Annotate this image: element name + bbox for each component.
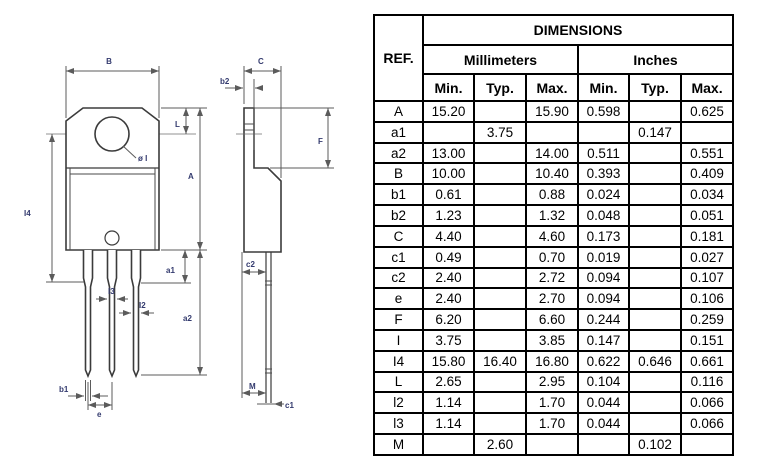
dim-label-F: F (318, 137, 323, 146)
cell-in_min (578, 122, 629, 143)
cell-mm_min: 2.40 (423, 288, 474, 309)
table-row (374, 205, 733, 226)
cell-mm_max: 6.60 (526, 309, 578, 330)
cell-in_min: 0.244 (578, 309, 629, 330)
dimensions-table-body (374, 101, 733, 455)
front-view (24, 57, 207, 419)
cell-mm_min (423, 434, 474, 455)
cell-mm_min: 1.14 (423, 413, 474, 434)
cell-in_max: 0.106 (681, 288, 733, 309)
cell-mm_typ (474, 247, 526, 268)
cell-mm_min: 2.65 (423, 372, 474, 393)
cell-in_min: 0.598 (578, 101, 629, 122)
cell-ref: I (374, 330, 423, 351)
table-row (374, 288, 733, 309)
cell-in_max: 0.661 (681, 351, 733, 372)
package-drawing (0, 0, 370, 473)
cell-in_min: 0.019 (578, 247, 629, 268)
table-row (374, 413, 733, 434)
cell-mm_min: 10.00 (423, 163, 474, 184)
cell-in_max: 0.107 (681, 268, 733, 289)
cell-ref: a1 (374, 122, 423, 143)
cell-mm_max: 1.70 (526, 413, 578, 434)
table-row (374, 247, 733, 268)
cell-in_max: 0.066 (681, 413, 733, 434)
cell-mm_min: 0.49 (423, 247, 474, 268)
cell-ref: b1 (374, 184, 423, 205)
dim-label-l2: l2 (139, 301, 146, 310)
cell-in_typ (629, 413, 681, 434)
cell-mm_typ (474, 101, 526, 122)
cell-in_max: 0.027 (681, 247, 733, 268)
cell-mm_typ: 3.75 (474, 122, 526, 143)
table-row (374, 309, 733, 330)
cell-mm_typ: 16.40 (474, 351, 526, 372)
dim-label-M: M (249, 382, 256, 391)
table-row (374, 163, 733, 184)
cell-mm_typ (474, 413, 526, 434)
dim-label-b1: b1 (59, 385, 69, 394)
cell-mm_max: 14.00 (526, 143, 578, 164)
dim-label-I4: I4 (24, 209, 31, 218)
cell-ref: l2 (374, 392, 423, 413)
cell-in_typ (629, 163, 681, 184)
cell-mm_max: 4.60 (526, 226, 578, 247)
cell-mm_max: 1.32 (526, 205, 578, 226)
cell-mm_max: 0.70 (526, 247, 578, 268)
header-in-max: Max. (681, 74, 733, 101)
cell-in_min: 0.048 (578, 205, 629, 226)
cell-in_max: 0.066 (681, 392, 733, 413)
table-row (374, 184, 733, 205)
cell-mm_max: 2.95 (526, 372, 578, 393)
table-row (374, 143, 733, 164)
cell-in_min: 0.044 (578, 413, 629, 434)
dim-label-b2: b2 (220, 77, 230, 86)
cell-ref: A (374, 101, 423, 122)
cell-mm_min (423, 122, 474, 143)
cell-in_max: 0.259 (681, 309, 733, 330)
dim-label-hole-diameter: ø I (138, 154, 148, 163)
dim-label-l3: l3 (108, 287, 115, 296)
header-in-min: Min. (578, 74, 629, 101)
cell-in_min: 0.173 (578, 226, 629, 247)
cell-mm_min: 15.80 (423, 351, 474, 372)
table-row (374, 351, 733, 372)
table-row (374, 392, 733, 413)
cell-mm_max: 2.70 (526, 288, 578, 309)
cell-mm_max: 1.70 (526, 392, 578, 413)
cell-mm_max: 2.72 (526, 268, 578, 289)
table-row (374, 330, 733, 351)
cell-ref: F (374, 309, 423, 330)
cell-mm_typ (474, 163, 526, 184)
cell-in_max (681, 122, 733, 143)
cell-mm_typ: 2.60 (474, 434, 526, 455)
cell-in_min: 0.044 (578, 392, 629, 413)
cell-in_min: 0.094 (578, 268, 629, 289)
cell-in_typ: 0.102 (629, 434, 681, 455)
cell-in_typ (629, 247, 681, 268)
cell-in_typ (629, 372, 681, 393)
cell-in_max: 0.625 (681, 101, 733, 122)
cell-ref: C (374, 226, 423, 247)
cell-mm_max: 16.80 (526, 351, 578, 372)
cell-ref: L (374, 372, 423, 393)
cell-in_max: 0.051 (681, 205, 733, 226)
table-row (374, 122, 733, 143)
cell-in_typ (629, 309, 681, 330)
cell-mm_typ (474, 372, 526, 393)
cell-mm_typ (474, 226, 526, 247)
side-view (220, 57, 334, 410)
cell-in_typ (629, 226, 681, 247)
table-row (374, 268, 733, 289)
dimensions-table (373, 14, 734, 456)
cell-in_min: 0.393 (578, 163, 629, 184)
cell-mm_min: 3.75 (423, 330, 474, 351)
cell-ref: c2 (374, 268, 423, 289)
cell-in_typ (629, 143, 681, 164)
cell-in_min: 0.104 (578, 372, 629, 393)
cell-mm_typ (474, 205, 526, 226)
cell-in_max: 0.551 (681, 143, 733, 164)
cell-ref: B (374, 163, 423, 184)
dim-label-a2: a2 (183, 314, 192, 323)
cell-in_max: 0.409 (681, 163, 733, 184)
cell-in_typ (629, 184, 681, 205)
cell-in_typ (629, 392, 681, 413)
cell-mm_min: 13.00 (423, 143, 474, 164)
cell-mm_max: 15.90 (526, 101, 578, 122)
cell-ref: b2 (374, 205, 423, 226)
dim-label-c1: c1 (285, 401, 294, 410)
header-inches: Inches (578, 45, 733, 74)
cell-mm_max: 10.40 (526, 163, 578, 184)
header-mm-max: Max. (526, 74, 578, 101)
header-ref: REF. (374, 15, 423, 101)
cell-mm_max: 0.88 (526, 184, 578, 205)
cell-in_max: 0.151 (681, 330, 733, 351)
cell-in_typ (629, 330, 681, 351)
header-millimeters: Millimeters (423, 45, 578, 74)
cell-in_max: 0.034 (681, 184, 733, 205)
cell-in_typ (629, 101, 681, 122)
cell-in_min (578, 434, 629, 455)
cell-ref: e (374, 288, 423, 309)
cell-mm_max (526, 122, 578, 143)
cell-in_min: 0.622 (578, 351, 629, 372)
cell-mm_min: 6.20 (423, 309, 474, 330)
lead-right (132, 250, 141, 376)
table-row (374, 226, 733, 247)
cell-mm_typ (474, 288, 526, 309)
cell-mm_min: 4.40 (423, 226, 474, 247)
cell-in_typ: 0.646 (629, 351, 681, 372)
cell-in_typ: 0.147 (629, 122, 681, 143)
cell-in_max: 0.116 (681, 372, 733, 393)
cell-mm_max: 3.85 (526, 330, 578, 351)
header-mm-min: Min. (423, 74, 474, 101)
dim-label-B: B (106, 57, 112, 66)
dim-label-C: C (258, 57, 264, 66)
cell-in_max (681, 434, 733, 455)
cell-in_min: 0.147 (578, 330, 629, 351)
dim-label-c2: c2 (246, 260, 255, 269)
cell-in_max: 0.181 (681, 226, 733, 247)
cell-mm_typ (474, 309, 526, 330)
cell-mm_typ (474, 330, 526, 351)
cell-mm_typ (474, 392, 526, 413)
cell-in_typ (629, 268, 681, 289)
cell-in_typ (629, 205, 681, 226)
cell-mm_max (526, 434, 578, 455)
table-row (374, 372, 733, 393)
cell-mm_min: 0.61 (423, 184, 474, 205)
cell-ref: M (374, 434, 423, 455)
cell-ref: l3 (374, 413, 423, 434)
header-mm-typ: Typ. (474, 74, 526, 101)
header-in-typ: Typ. (629, 74, 681, 101)
table-row (374, 101, 733, 122)
header-dimensions: DIMENSIONS (423, 15, 733, 45)
dim-label-A: A (188, 172, 194, 181)
cell-in_typ (629, 288, 681, 309)
cell-mm_typ (474, 268, 526, 289)
dim-label-L: L (175, 120, 180, 129)
cell-ref: a2 (374, 143, 423, 164)
cell-mm_min: 1.14 (423, 392, 474, 413)
lead-left (84, 250, 93, 376)
cell-ref: I4 (374, 351, 423, 372)
cell-mm_typ (474, 143, 526, 164)
cell-in_min: 0.094 (578, 288, 629, 309)
mounting-hole (95, 117, 129, 151)
cell-in_min: 0.024 (578, 184, 629, 205)
cell-mm_min: 2.40 (423, 268, 474, 289)
cell-ref: c1 (374, 247, 423, 268)
cell-in_min: 0.511 (578, 143, 629, 164)
table-row (374, 434, 733, 455)
dim-label-a1: a1 (166, 266, 175, 275)
cell-mm_min: 1.23 (423, 205, 474, 226)
lead-center (108, 250, 117, 376)
cell-mm_typ (474, 184, 526, 205)
cell-mm_min: 15.20 (423, 101, 474, 122)
dim-label-e: e (97, 410, 102, 419)
